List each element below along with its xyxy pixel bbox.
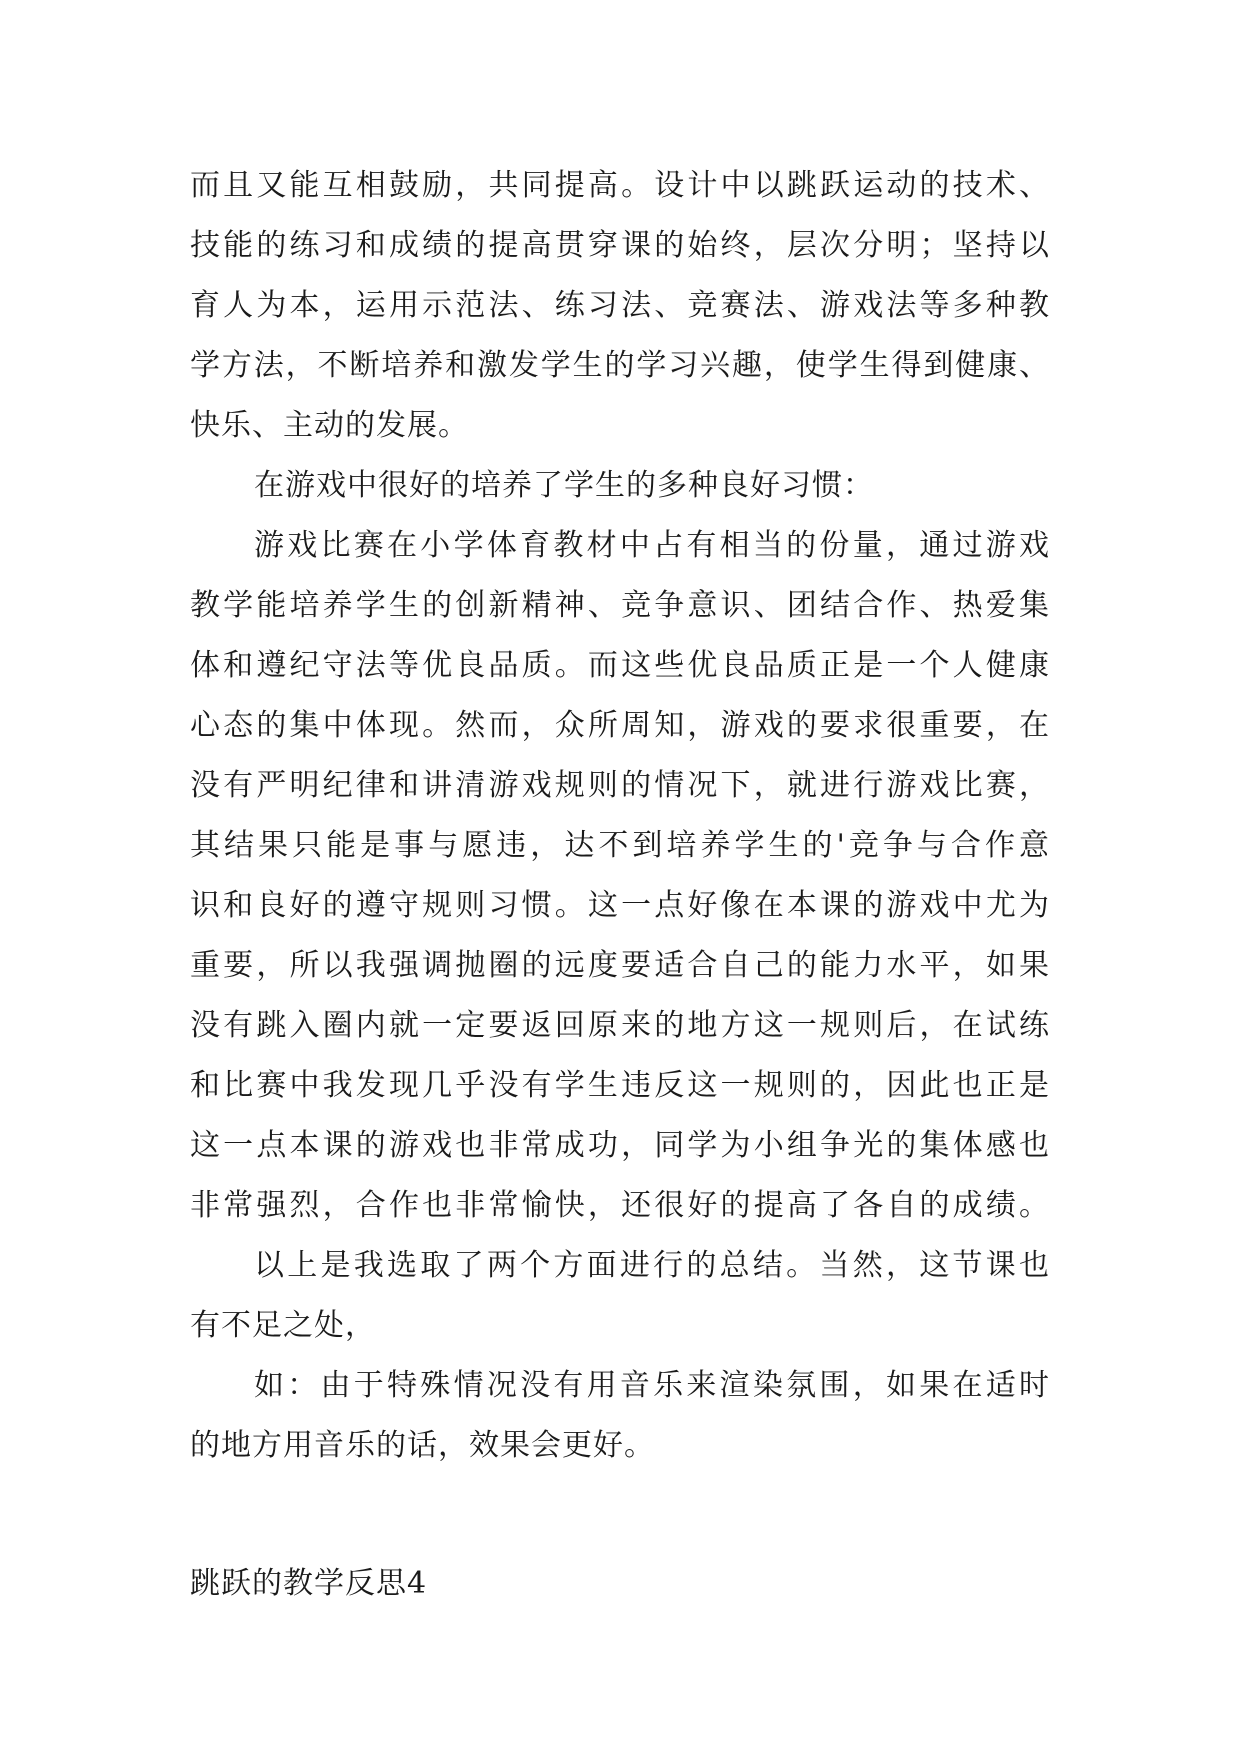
paragraph-1-line-5: 快乐、主动的发展。 — [190, 408, 469, 443]
section-heading: 跳跃的教学反思4 — [190, 1566, 428, 1601]
paragraph-3-line-7: 识和良好的遵守规则习惯。这一点好像在本课的游戏中尤为 — [190, 888, 1050, 923]
paragraph-3-line-5: 没有严明纪律和讲清游戏规则的情况下，就进行游戏比赛， — [190, 768, 1050, 803]
paragraph-1-line-3: 育人为本，运用示范法、练习法、竞赛法、游戏法等多种教 — [190, 288, 1050, 323]
paragraph-1-line-1: 而且又能互相鼓励，共同提高。设计中以跳跃运动的技术、 — [190, 168, 1050, 203]
paragraph-5-line-2: 的地方用音乐的话，效果会更好。 — [190, 1428, 655, 1463]
paragraph-1-line-2: 技能的练习和成绩的提高贯穿课的始终，层次分明；坚持以 — [190, 228, 1050, 263]
paragraph-3-line-8: 重要，所以我强调抛圈的远度要适合自己的能力水平，如果 — [190, 948, 1050, 983]
paragraph-2-line-1: 在游戏中很好的培养了学生的多种良好习惯： — [254, 468, 874, 503]
paragraph-1-line-4: 学方法，不断培养和激发学生的学习兴趣，使学生得到健康、 — [190, 348, 1050, 383]
paragraph-3-line-9: 没有跳入圈内就一定要返回原来的地方这一规则后，在试练 — [190, 1008, 1050, 1043]
paragraph-3-line-1: 游戏比赛在小学体育教材中占有相当的份量，通过游戏 — [254, 528, 1050, 563]
paragraph-3-line-2: 教学能培养学生的创新精神、竞争意识、团结合作、热爱集 — [190, 588, 1050, 623]
paragraph-4-line-1: 以上是我选取了两个方面进行的总结。当然，这节课也 — [254, 1248, 1050, 1283]
paragraph-3-line-12: 非常强烈，合作也非常愉快，还很好的提高了各自的成绩。 — [190, 1188, 1050, 1223]
paragraph-3-line-3: 体和遵纪守法等优良品质。而这些优良品质正是一个人健康 — [190, 648, 1050, 683]
paragraph-3-line-4: 心态的集中体现。然而，众所周知，游戏的要求很重要，在 — [190, 708, 1050, 743]
paragraph-5-line-1: 如：由于特殊情况没有用音乐来渲染氛围，如果在适时 — [254, 1368, 1050, 1403]
paragraph-3-line-11: 这一点本课的游戏也非常成功，同学为小组争光的集体感也 — [190, 1128, 1050, 1163]
paragraph-4-line-2: 有不足之处， — [190, 1308, 376, 1343]
paragraph-3-line-6: 其结果只能是事与愿违，达不到培养学生的'竞争与合作意 — [190, 828, 1050, 863]
paragraph-3-line-10: 和比赛中我发现几乎没有学生违反这一规则的，因此也正是 — [190, 1068, 1050, 1103]
